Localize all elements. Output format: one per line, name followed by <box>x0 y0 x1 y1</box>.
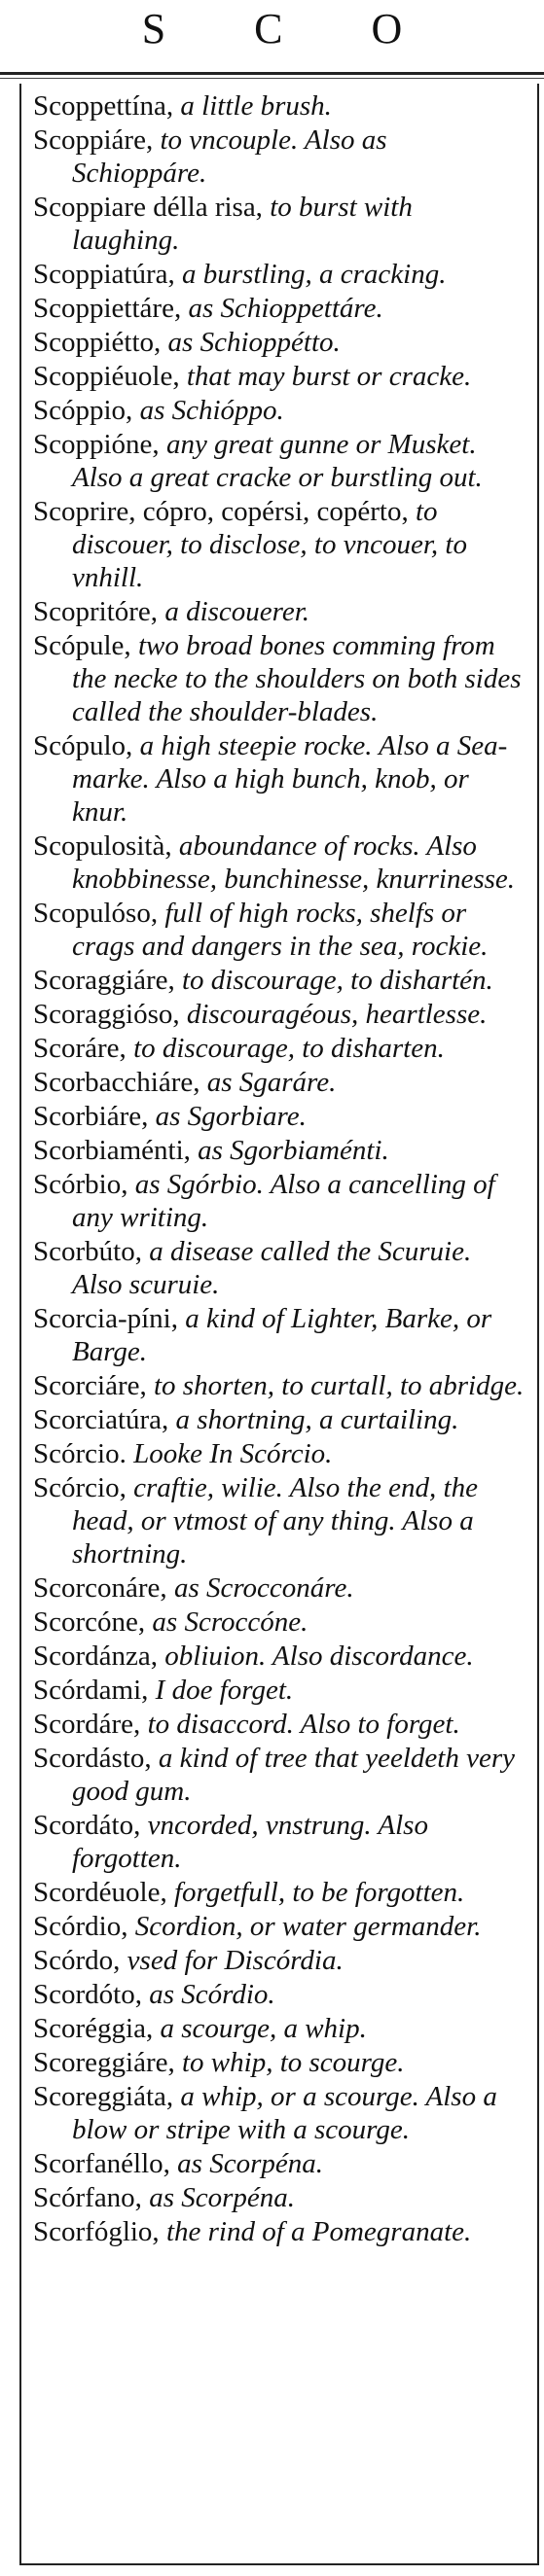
entry-definition: as Scrocconáre. <box>173 1572 354 1604</box>
dictionary-entry <box>33 394 526 427</box>
dictionary-entry <box>33 495 526 594</box>
entry-definition: a kind of Lighter, Barke, or Barge. <box>72 1303 492 1367</box>
entry-headword: Scorbúto, <box>33 1236 150 1267</box>
dictionary-entry <box>33 964 526 997</box>
header-rule <box>0 72 544 75</box>
dictionary-entry <box>33 258 526 291</box>
entry-headword: Scordánza, <box>33 1641 165 1672</box>
entry-headword: Scopulóso, <box>33 898 165 929</box>
entry-headword: Scoppióne, <box>33 429 166 460</box>
entry-headword: Scordásto, <box>33 1743 159 1774</box>
entry-definition: craftie, wilie. Also the end, the head, or vtmost of any thing. Also a shortning. <box>72 1472 478 1570</box>
entry-definition: Looke In Scórcio. <box>133 1438 333 1469</box>
entry-definition: full of high rocks, shelfs or crags and dangers in the sea, rockie. <box>72 898 489 962</box>
entry-headword: Scopritóre, <box>33 596 165 627</box>
entry-definition: as Scórdio. <box>149 1979 275 2010</box>
entry-headword: Scópulo, <box>33 730 140 761</box>
entry-definition: Scordion, or water germander. <box>134 1911 482 1942</box>
dictionary-entry <box>33 1876 526 1909</box>
entry-definition: as Scorpéna. <box>177 2148 323 2179</box>
dictionary-entry <box>33 829 526 896</box>
entry-headword: Scoráre, <box>33 1033 134 1064</box>
entry-headword: Scorbacchiáre, <box>33 1067 207 1098</box>
entry-definition: to discouer, to disclose, to vncouer, to vnhill. <box>72 496 467 593</box>
dictionary-entry <box>33 360 526 393</box>
entry-headword: Scópule, <box>33 630 138 661</box>
entry-definition: a little brush. <box>180 90 332 122</box>
dictionary-entry <box>33 729 526 829</box>
dictionary-entry <box>33 1134 526 1167</box>
dictionary-entry <box>33 1606 526 1639</box>
entry-headword: Scorfóglio, <box>33 2216 166 2247</box>
entry-headword: Scopulosità, <box>33 830 179 862</box>
entry-headword: Scoppiettáre, <box>33 293 189 324</box>
entry-headword: Scorconáre, <box>33 1572 174 1604</box>
entry-definition: as Schióppo. <box>139 395 284 426</box>
dictionary-entry <box>33 595 526 628</box>
dictionary-entry <box>33 1100 526 1133</box>
header-rule-thin <box>0 78 544 79</box>
entry-definition: to discourage, to disharten. <box>133 1033 445 1064</box>
entry-headword: Scordáto, <box>33 1810 148 1841</box>
entry-definition: a disease called the Scuruie. Also scuruie. <box>72 1236 472 1300</box>
dictionary-entry <box>33 1742 526 1808</box>
entry-headword: Scoraggióso, <box>33 999 187 1030</box>
dictionary-entry <box>33 1640 526 1673</box>
dictionary-entry <box>33 1032 526 1065</box>
entry-definition: that may burst or cracke. <box>186 361 472 392</box>
entry-definition: as Sgaráre. <box>206 1067 337 1098</box>
entry-headword: Scórcio. <box>33 1438 134 1469</box>
dictionary-entry <box>33 1674 526 1707</box>
entry-definition: a whip, or a scourge. Also a blow or stripe with a scourge. <box>72 2081 497 2145</box>
entry-definition: forgetfull, to be forgotten. <box>173 1877 465 1908</box>
dictionary-entry <box>33 2046 526 2079</box>
entry-definition: as Schioppettáre. <box>188 293 383 324</box>
entry-headword: Scordéuole, <box>33 1877 174 1908</box>
entry-headword: Scórfano, <box>33 2182 150 2213</box>
entry-headword: Scoppiare délla risa, <box>33 192 271 223</box>
entry-headword: Scorcia-píni, <box>33 1303 186 1334</box>
dictionary-entry <box>33 1708 526 1741</box>
running-head: S C O <box>141 5 442 53</box>
entry-definition: aboundance of rocks. Also knobbinesse, bunchinesse, knurrinesse. <box>72 830 516 895</box>
entry-definition: to disaccord. Also to forget. <box>147 1709 460 1740</box>
entry-headword: Scorcóne, <box>33 1606 153 1638</box>
entry-definition: to shorten, to curtall, to abridge. <box>154 1370 525 1401</box>
dictionary-entry <box>33 2215 526 2248</box>
entry-definition: two broad bones comming from the necke to the shoulders on both sides called the shoulder-blades. <box>72 630 522 727</box>
dictionary-entry <box>33 1369 526 1402</box>
entry-headword: Scorciatúra, <box>33 1404 176 1435</box>
dictionary-entry <box>33 897 526 963</box>
entry-definition: a discouerer. <box>164 596 310 627</box>
entry-definition: vsed for Discórdia. <box>127 1945 344 1976</box>
dictionary-entry <box>33 1944 526 1977</box>
entry-definition: to vncouple. Also as Schioppáre. <box>72 124 387 189</box>
dictionary-entry <box>33 629 526 728</box>
entry-definition: I doe forget. <box>155 1675 294 1706</box>
dictionary-entry <box>33 326 526 359</box>
entry-headword: Scórcio, <box>33 1472 134 1503</box>
entry-headword: Scorciáre, <box>33 1370 154 1401</box>
dictionary-entry <box>33 2012 526 2045</box>
entry-headword: Scórdami, <box>33 1675 156 1706</box>
entry-headword: Scorbiaménti, <box>33 1135 199 1166</box>
entry-headword: Scorbiáre, <box>33 1101 156 1132</box>
dictionary-entry <box>33 1403 526 1436</box>
entry-headword: Scoréggia, <box>33 2013 161 2044</box>
dictionary-entry <box>33 1302 526 1368</box>
dictionary-entry <box>33 428 526 494</box>
entry-definition: as Sgórbio. Also a cancelling of any writing. <box>72 1169 495 1233</box>
entry-headword: Scoraggiáre, <box>33 965 182 996</box>
entry-definition: as Scroccóne. <box>152 1606 308 1638</box>
entry-headword: Scórdo, <box>33 1945 127 1976</box>
dictionary-entry <box>33 1066 526 1099</box>
dictionary-entry <box>33 1437 526 1470</box>
column-frame <box>19 84 539 2565</box>
dictionary-entry <box>33 2147 526 2180</box>
entry-headword: Scoppiáre, <box>33 124 161 156</box>
entry-headword: Scórdio, <box>33 1911 135 1942</box>
dictionary-entry <box>33 1910 526 1943</box>
entry-definition: any great gunne or Musket. Also a great cracke or burstling out. <box>72 429 483 493</box>
dictionary-entry <box>33 2080 526 2146</box>
dictionary-entry <box>33 1978 526 2011</box>
entry-definition: the rind of a Pomegranate. <box>165 2216 472 2247</box>
entry-definition: to discourage, to dishartén. <box>182 965 493 996</box>
entry-headword: Scoppettína, <box>33 90 181 122</box>
entry-definition: obliuion. Also discordance. <box>164 1641 474 1672</box>
entry-definition: discouragéous, heartlesse. <box>186 999 488 1030</box>
dictionary-entry <box>33 1809 526 1875</box>
dictionary-entries <box>21 84 537 2248</box>
page-header <box>0 0 544 78</box>
entry-definition: as Sgorbiare. <box>155 1101 307 1132</box>
entry-headword: Scoreggiáta, <box>33 2081 181 2112</box>
dictionary-entry <box>33 89 526 123</box>
entry-headword: Scoprire, cópro, copérsi, copérto, <box>33 496 416 527</box>
entry-definition: as Scorpéna. <box>149 2182 296 2213</box>
dictionary-entry <box>33 1168 526 1234</box>
entry-headword: Scoppiatúra, <box>33 259 183 290</box>
entry-headword: Scoreggiáre, <box>33 2047 182 2078</box>
entry-definition: to burst with laughing. <box>72 192 413 256</box>
entry-definition: a scourge, a whip. <box>160 2013 367 2044</box>
entry-headword: Scórbio, <box>33 1169 135 1200</box>
entry-headword: Scordóto, <box>33 1979 150 2010</box>
entry-headword: Scordáre, <box>33 1709 148 1740</box>
entry-headword: Scoppiétto, <box>33 327 168 358</box>
entry-definition: vncorded, vnstrung. Also forgotten. <box>72 1810 428 1874</box>
entry-headword: Scoppiéuole, <box>33 361 187 392</box>
dictionary-entry <box>33 124 526 190</box>
dictionary-entry <box>33 2181 526 2214</box>
entry-definition: a burstling, a cracking. <box>182 259 447 290</box>
entry-definition: as Schioppétto. <box>167 327 341 358</box>
dictionary-entry <box>33 1235 526 1301</box>
entry-definition: a kind of tree that yeeldeth very good gum. <box>72 1743 515 1807</box>
entry-definition: a high steepie rocke. Also a Sea-marke. Also a high bunch, knob, or knur. <box>72 730 508 828</box>
dictionary-entry <box>33 1571 526 1605</box>
entry-definition: to whip, to scourge. <box>182 2047 405 2078</box>
entry-definition: a shortning, a curtailing. <box>175 1404 459 1435</box>
entry-headword: Scorfanéllo, <box>33 2148 178 2179</box>
dictionary-entry <box>33 998 526 1031</box>
dictionary-entry <box>33 1471 526 1570</box>
entry-definition: as Sgorbiaménti. <box>198 1135 389 1166</box>
entry-headword: Scóppio, <box>33 395 140 426</box>
dictionary-entry <box>33 292 526 325</box>
dictionary-entry <box>33 191 526 257</box>
